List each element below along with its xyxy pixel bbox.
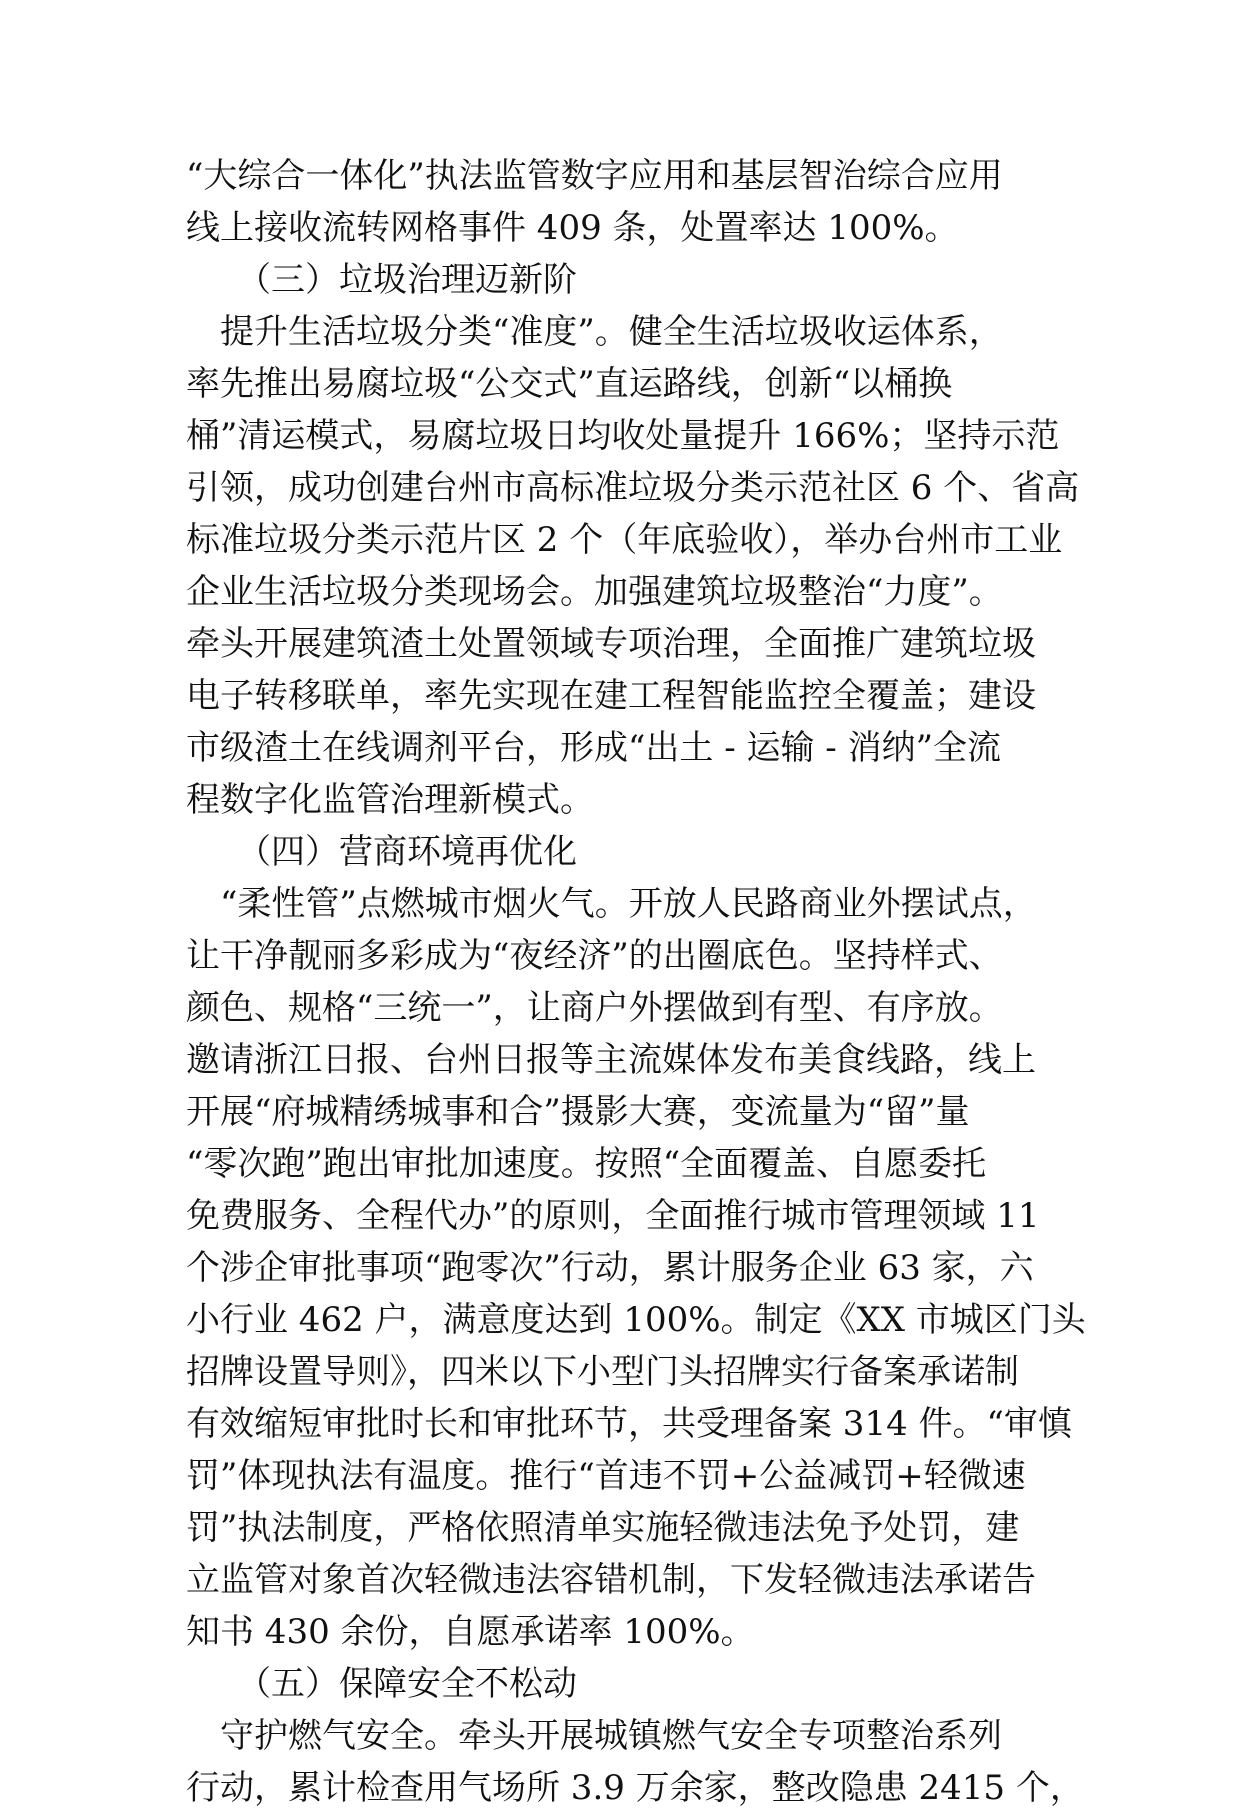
document-body xyxy=(186,150,1086,1814)
body-line: “柔性管”点燃城市烟火气。开放人民路商业外摆试点， xyxy=(186,884,1037,924)
body-line: 个涉企审批事项“跑零次”行动，累计服务企业 63 家，六 xyxy=(186,1248,1034,1288)
body-line: 罚”体现执法有温度。推行“首违不罚+公益减罚+轻微速 xyxy=(186,1456,1026,1496)
body-line: 行动，累计检查用气场所 3.9 万余家，整改隐患 2415 个， xyxy=(186,1768,1084,1808)
body-line: 知书 430 余份，自愿承诺率 100%。 xyxy=(186,1612,755,1652)
body-line: 颜色、规格“三统一”，让商户外摆做到有型、有序放。 xyxy=(186,988,1003,1028)
body-line: 让干净靓丽多彩成为“夜经济”的出圈底色。坚持样式、 xyxy=(186,936,1003,976)
body-line: 引领，成功创建台州市高标准垃圾分类示范社区 6 个、省高 xyxy=(186,468,1080,508)
body-line: “大综合一体化”执法监管数字应用和基层智治综合应用 xyxy=(186,156,1003,196)
body-line: 牵头开展建筑渣土处置领域专项治理，全面推广建筑垃圾 xyxy=(186,624,1036,664)
section-heading-3: （三）垃圾治理迈新阶 xyxy=(186,260,577,300)
body-line: 桶”清运模式，易腐垃圾日均收处量提升 166%；坚持示范 xyxy=(186,416,1060,456)
section-heading-4: （四）营商环境再优化 xyxy=(186,832,577,872)
body-line: 守护燃气安全。牵头开展城镇燃气安全专项整治系列 xyxy=(186,1716,1002,1756)
body-line: 罚”执法制度，严格依照清单实施轻微违法免予处罚，建 xyxy=(186,1508,1020,1548)
body-line: 市级渣土在线调剂平台，形成“出土 - 运输 - 消纳”全流 xyxy=(186,728,1001,768)
body-line: 小行业 462 户，满意度达到 100%。制定《XX 市城区门头 xyxy=(186,1300,1086,1340)
body-line: 免费服务、全程代办”的原则，全面推行城市管理领域 11 xyxy=(186,1196,1040,1236)
body-line: 开展“府城精绣城事和合”摄影大赛，变流量为“留”量 xyxy=(186,1092,970,1132)
body-line: 邀请浙江日报、台州日报等主流媒体发布美食线路，线上 xyxy=(186,1040,1036,1080)
body-line: 线上接收流转网格事件 409 条，处置率达 100%。 xyxy=(186,208,959,248)
body-line: 有效缩短审批时长和审批环节，共受理备案 314 件。“审慎 xyxy=(186,1404,1072,1444)
body-line: 企业生活垃圾分类现场会。加强建筑垃圾整治“力度”。 xyxy=(186,572,1003,612)
body-line: 率先推出易腐垃圾“公交式”直运路线，创新“以桶换 xyxy=(186,364,953,404)
body-line: 标准垃圾分类示范片区 2 个（年底验收），举办台州市工业 xyxy=(186,520,1063,560)
body-line: 立监管对象首次轻微违法容错机制，下发轻微违法承诺告 xyxy=(186,1560,1036,1600)
section-heading-5: （五）保障安全不松动 xyxy=(186,1664,577,1704)
body-line: 电子转移联单，率先实现在建工程智能监控全覆盖；建设 xyxy=(186,676,1036,716)
body-line: 提升生活垃圾分类“准度”。健全生活垃圾收运体系， xyxy=(186,312,1003,352)
body-line: 程数字化监管治理新模式。 xyxy=(186,780,594,820)
body-line: “零次跑”跑出审批加速度。按照“全面覆盖、自愿委托 xyxy=(186,1144,987,1184)
body-line: 招牌设置导则》，四米以下小型门头招牌实行备案承诺制 xyxy=(186,1352,1019,1392)
